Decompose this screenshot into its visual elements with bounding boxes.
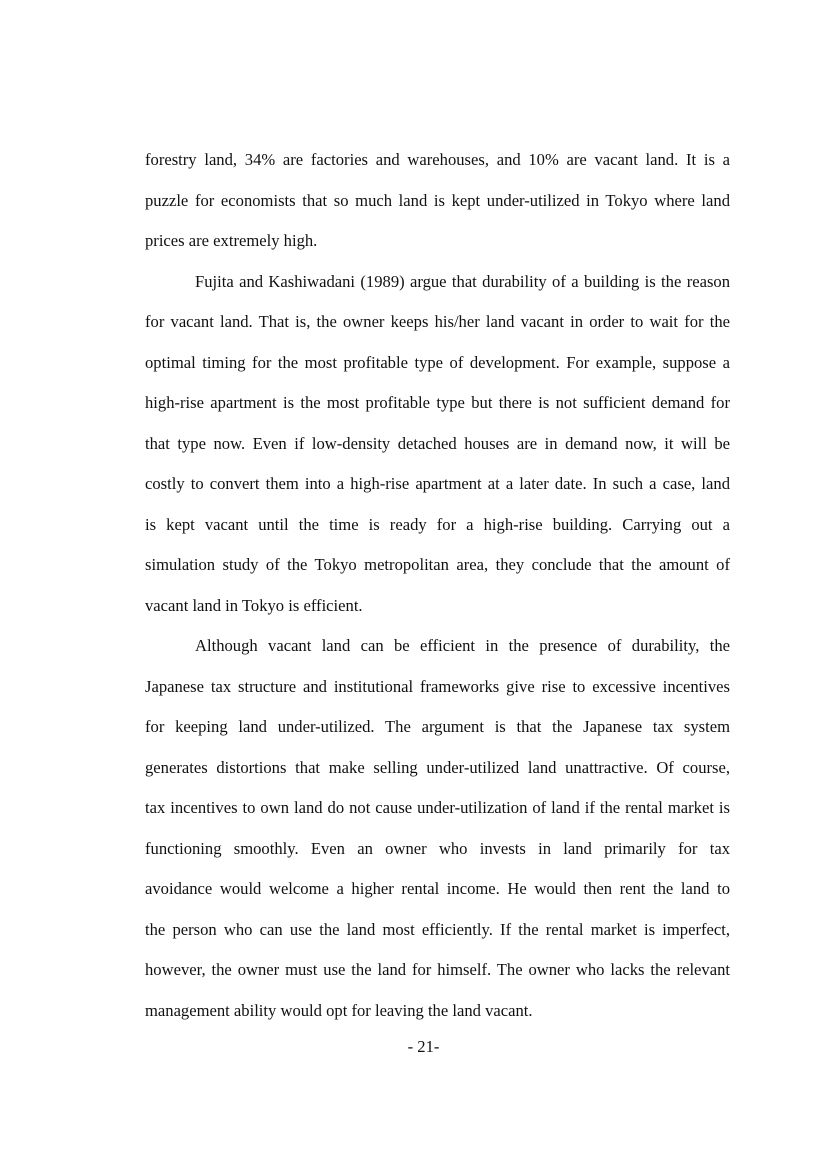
- text-line: simulation study of the Tokyo metropolitan area, they conclude that the amount of: [145, 555, 730, 574]
- body-text: [145, 140, 730, 1031]
- text-line: Although vacant land can be efficient in the presence of durability, the: [195, 636, 730, 655]
- text-line: that type now. Even if low-density detached houses are in demand now, it will be: [145, 433, 730, 453]
- text-line: generates distortions that make selling under-utilized land unattractive. Of course,: [145, 757, 730, 777]
- page-number: - 21-: [407, 1037, 440, 1056]
- text-line: Fujita and Kashiwadani (1989) argue that durability of a building is the reason: [195, 271, 730, 291]
- text-line: vacant land in Tokyo is efficient.: [145, 595, 363, 615]
- text-line: prices are extremely high.: [145, 231, 318, 250]
- text-line: Japanese tax structure and institutional frameworks give rise to excessive incentives: [145, 676, 730, 696]
- text-line: functioning smoothly. Even an owner who invests in land primarily for tax: [145, 838, 730, 858]
- text-line: optimal timing for the most profitable type of development. For example, suppose a: [145, 352, 730, 372]
- text-line: for vacant land. That is, the owner keeps his/her land vacant in order to wait for the: [145, 312, 730, 331]
- text-line: however, the owner must use the land for himself. The owner who lacks the relevant: [145, 960, 730, 979]
- text-line: for keeping land under-utilized. The argument is that the Japanese tax system: [145, 717, 730, 736]
- text-line: is kept vacant until the time is ready for a high-rise building. Carrying out a: [145, 514, 730, 534]
- paragraph-3: [145, 626, 730, 1031]
- text-line: the person who can use the land most efficiently. If the rental market is imperfect,: [145, 919, 730, 939]
- paragraph-2: [145, 262, 730, 627]
- text-line: management ability would opt for leaving the land vacant.: [145, 1000, 533, 1020]
- paragraph-1: [145, 140, 730, 262]
- text-line: high-rise apartment is the most profitable type but there is not sufficient demand for: [145, 393, 730, 412]
- text-line: costly to convert them into a high-rise apartment at a later date. In such a case, land: [145, 474, 730, 493]
- text-line: avoidance would welcome a higher rental income. He would then rent the land to: [145, 879, 730, 898]
- text-line: puzzle for economists that so much land is kept under-utilized in Tokyo where land: [145, 190, 730, 210]
- text-line: forestry land, 34% are factories and warehouses, and 10% are vacant land. It is a: [145, 150, 730, 169]
- text-line: tax incentives to own land do not cause under-utilization of land if the rental market is: [145, 798, 730, 817]
